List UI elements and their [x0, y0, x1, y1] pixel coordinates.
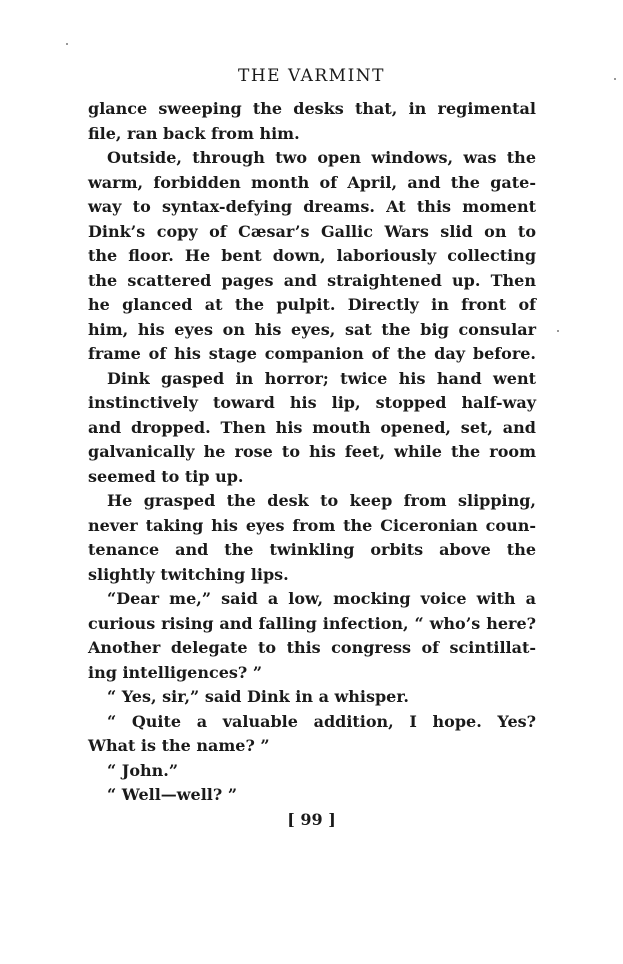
text-line: galvanically he rose to his feet, while the room [88, 442, 536, 461]
text-line: What is the name? ” [88, 736, 270, 755]
text-line: “Dear me,” said a low, mocking voice with a [107, 589, 536, 608]
text-line: way to syntax-defying dreams. At this moment [88, 197, 536, 216]
running-title: THE VARMINT [237, 66, 385, 86]
text-line: Dink’s copy of Cæsar’s Gallic Wars slid on to [88, 221, 536, 241]
page-number: [ 99 ] [287, 810, 336, 829]
text-line: warm, forbidden month of April, and the gate- [88, 172, 536, 192]
print-speck [614, 78, 616, 80]
text-line: Dink gasped in horror; twice his hand went [107, 368, 536, 388]
text-line: instinctively toward his lip, stopped half-way [88, 393, 536, 412]
text-line: “ Well—well? ” [107, 785, 238, 804]
text-line: file, ran back from him. [88, 123, 300, 143]
text-line: “ John.” [107, 760, 179, 780]
text-line: glance sweeping the desks that, in regimental [88, 99, 536, 118]
text-line: seemed to tip up. [88, 466, 244, 486]
text-line: the floor. He bent down, laboriously collecting [88, 246, 536, 265]
text-line: him, his eyes on his eyes, sat the big consular [88, 319, 536, 339]
text-line: ing intelligences? ” [88, 662, 263, 682]
text-line: Outside, through two open windows, was the [107, 148, 536, 167]
text-line: never taking his eyes from the Ciceronian coun- [88, 515, 536, 535]
text-line: Another delegate to this congress of scintillat- [88, 638, 536, 657]
text-line: “ Quite a valuable addition, I hope. Yes? [107, 711, 536, 731]
print-speck [557, 330, 559, 332]
text-line: slightly twitching lips. [88, 564, 289, 584]
text-line: and dropped. Then his mouth opened, set, and [88, 417, 536, 437]
text-line: “ Yes, sir,” said Dink in a whisper. [107, 687, 409, 706]
text-line: he glanced at the pulpit. Directly in front of [88, 295, 536, 314]
text-line: curious rising and falling infection, “ who’s here? [88, 613, 536, 633]
body-text [88, 97, 536, 808]
print-speck [66, 43, 68, 45]
text-line: tenance and the twinkling orbits above the [88, 540, 536, 559]
text-line: the scattered pages and straightened up. Then [88, 270, 536, 290]
text-line: He grasped the desk to keep from slipping, [107, 491, 536, 510]
text-line: frame of his stage companion of the day before. [88, 344, 536, 363]
